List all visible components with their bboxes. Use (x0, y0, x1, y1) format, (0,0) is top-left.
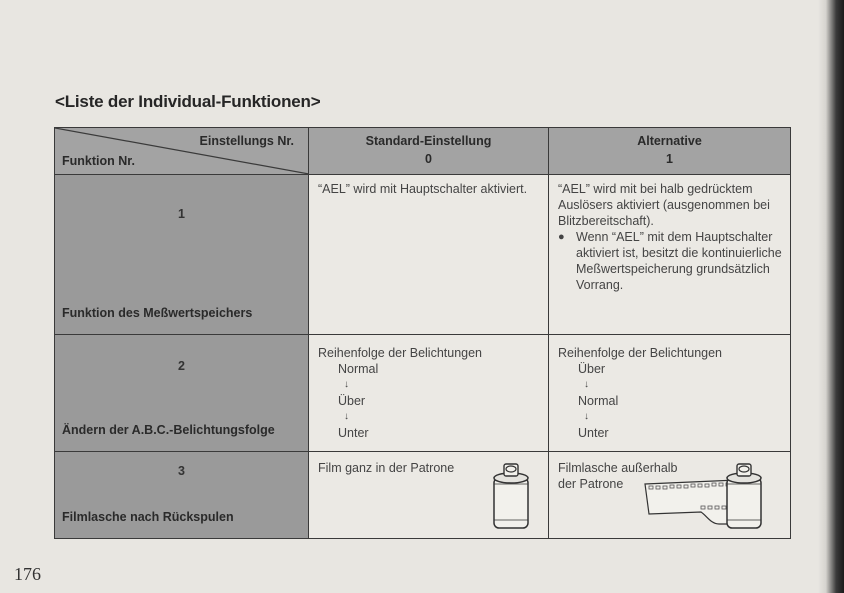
header-standard-label: Standard-Einstellung (365, 134, 492, 148)
function-cell (55, 452, 309, 539)
alternative-cell (549, 335, 791, 452)
standard-text: Film ganz in der Patrone (318, 461, 455, 475)
bullet-icon: ● (558, 231, 565, 243)
header-alternative-cell (549, 128, 791, 175)
sequence-heading: Reihenfolge der Belichtungen (558, 346, 723, 360)
function-number: 3 (178, 464, 185, 478)
page-edge-shadow (818, 0, 844, 593)
film-cartridge-with-leader-icon (641, 462, 781, 534)
down-arrow-icon: ↓ (584, 411, 589, 422)
standard-text: “AEL” wird mit Hauptschalter aktiviert. (318, 182, 528, 196)
alternative-text: “AEL” wird mit bei halb gedrücktem Auslösers aktiviert (ausgenommen bei Blitzbereitschaft). (558, 182, 770, 228)
alternative-text: Filmlasche außerhalb der Patrone (558, 461, 678, 491)
header-alternative-label: Alternative (637, 134, 702, 148)
sequence-item: Normal (578, 394, 619, 408)
function-name: Funktion des Meßwertspeichers (62, 306, 253, 320)
function-number: 2 (178, 359, 185, 373)
header-alternative-value: 1 (666, 152, 673, 166)
table-row (55, 452, 791, 539)
down-arrow-icon: ↓ (344, 379, 349, 390)
page-title: <Liste der Individual-Funktionen> (55, 92, 321, 111)
sequence-item: Unter (338, 426, 369, 440)
table-header-row (55, 128, 791, 175)
function-cell (55, 175, 309, 335)
alternative-cell (549, 452, 791, 539)
standard-cell (309, 335, 549, 452)
sequence-item: Unter (578, 426, 609, 440)
individual-functions-table (54, 127, 791, 539)
header-corner-cell (55, 128, 309, 175)
page-number: 176 (14, 564, 41, 584)
sequence-item: Über (338, 394, 366, 408)
standard-cell (309, 175, 549, 335)
sequence-heading: Reihenfolge der Belichtungen (318, 346, 483, 360)
table-row (55, 175, 791, 335)
header-standard-value: 0 (425, 152, 432, 166)
standard-cell (309, 452, 549, 539)
down-arrow-icon: ↓ (584, 379, 589, 390)
function-number: 1 (178, 207, 185, 221)
sequence-item: Über (578, 362, 606, 376)
function-name: Filmlasche nach Rückspulen (62, 510, 234, 524)
down-arrow-icon: ↓ (344, 411, 349, 422)
header-standard-cell (309, 128, 549, 175)
header-einstellungs-nr: Einstellungs Nr. (199, 134, 294, 148)
sequence-item: Normal (338, 362, 379, 376)
header-funktion-nr: Funktion Nr. (62, 154, 135, 168)
function-cell (55, 335, 309, 452)
alternative-bullet-text: Wenn “AEL” mit dem Hauptschalter aktiviert ist, besitzt die kontinuierliche Meßwertspeicherung grundsätzlich Vorrang. (576, 230, 782, 292)
alternative-cell (549, 175, 791, 335)
film-cartridge-icon (489, 462, 533, 532)
function-name: Ändern der A.B.C.-Belichtungsfolge (62, 423, 275, 437)
table-row (55, 335, 791, 452)
